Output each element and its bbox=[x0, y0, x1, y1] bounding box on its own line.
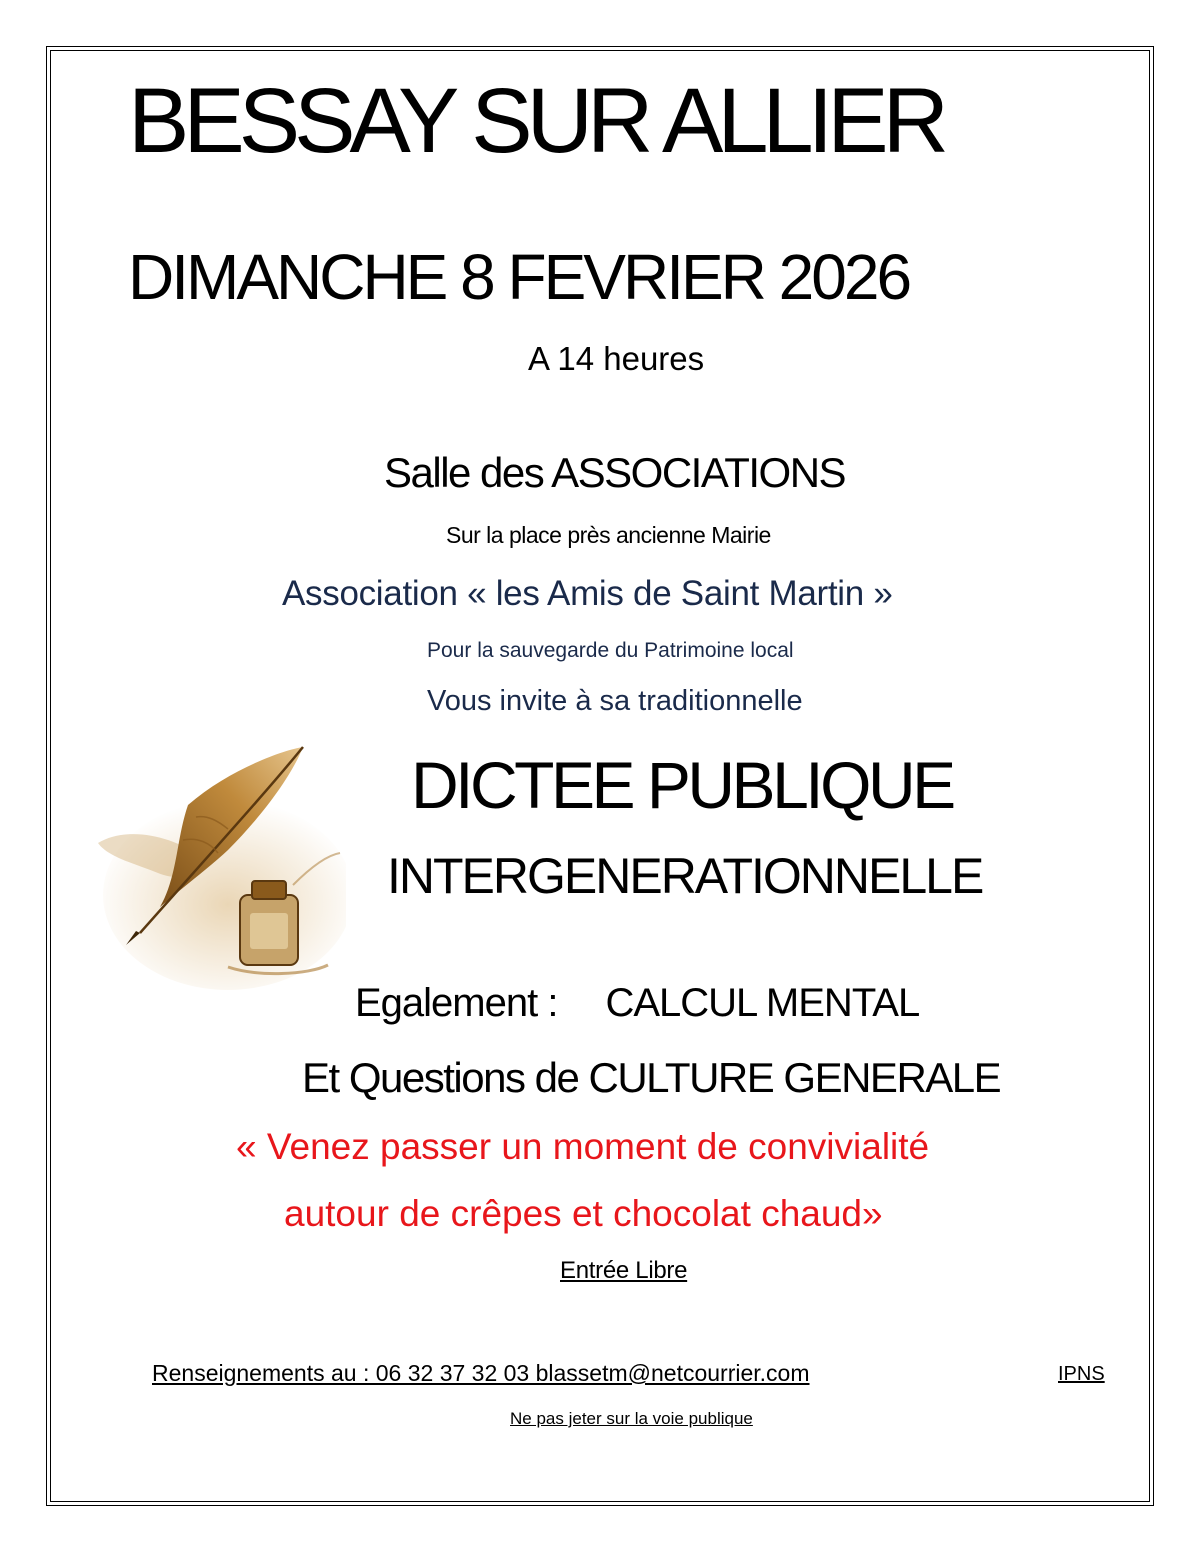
contact-info[interactable]: Renseignements au : 06 32 37 32 03 blassetm@netcourrier.com bbox=[152, 1360, 810, 1386]
ipns-label: IPNS bbox=[1058, 1363, 1105, 1385]
invitation-text: Vous invite à sa traditionnelle bbox=[427, 685, 803, 717]
quill-and-inkwell-icon bbox=[78, 745, 346, 990]
also-label: Egalement : bbox=[355, 981, 558, 1025]
venue-hall: Salle des ASSOCIATIONS bbox=[384, 449, 846, 496]
also-value: CALCUL MENTAL bbox=[605, 981, 920, 1025]
town-title: BESSAY SUR ALLIER bbox=[128, 70, 944, 172]
conviviality-line-2: autour de crêpes et chocolat chaud» bbox=[284, 1193, 883, 1234]
venue-location: Sur la place près ancienne Mairie bbox=[446, 522, 771, 548]
association-purpose: Pour la sauvegarde du Patrimoine local bbox=[427, 639, 794, 662]
event-date: DIMANCHE 8 FEVRIER 2026 bbox=[128, 241, 910, 313]
also-line bbox=[355, 983, 919, 1023]
disposal-notice: Ne pas jeter sur la voie publique bbox=[510, 1409, 753, 1428]
event-time: A 14 heures bbox=[528, 340, 705, 377]
general-culture-line: Et Questions de CULTURE GENERALE bbox=[302, 1054, 1001, 1101]
event-subtitle: INTERGENERATIONNELLE bbox=[387, 848, 983, 904]
free-entry: Entrée Libre bbox=[560, 1257, 688, 1284]
association-name: Association « les Amis de Saint Martin » bbox=[282, 574, 893, 613]
conviviality-line-1: « Venez passer un moment de convivialité bbox=[236, 1126, 930, 1167]
event-title: DICTEE PUBLIQUE bbox=[411, 748, 953, 822]
